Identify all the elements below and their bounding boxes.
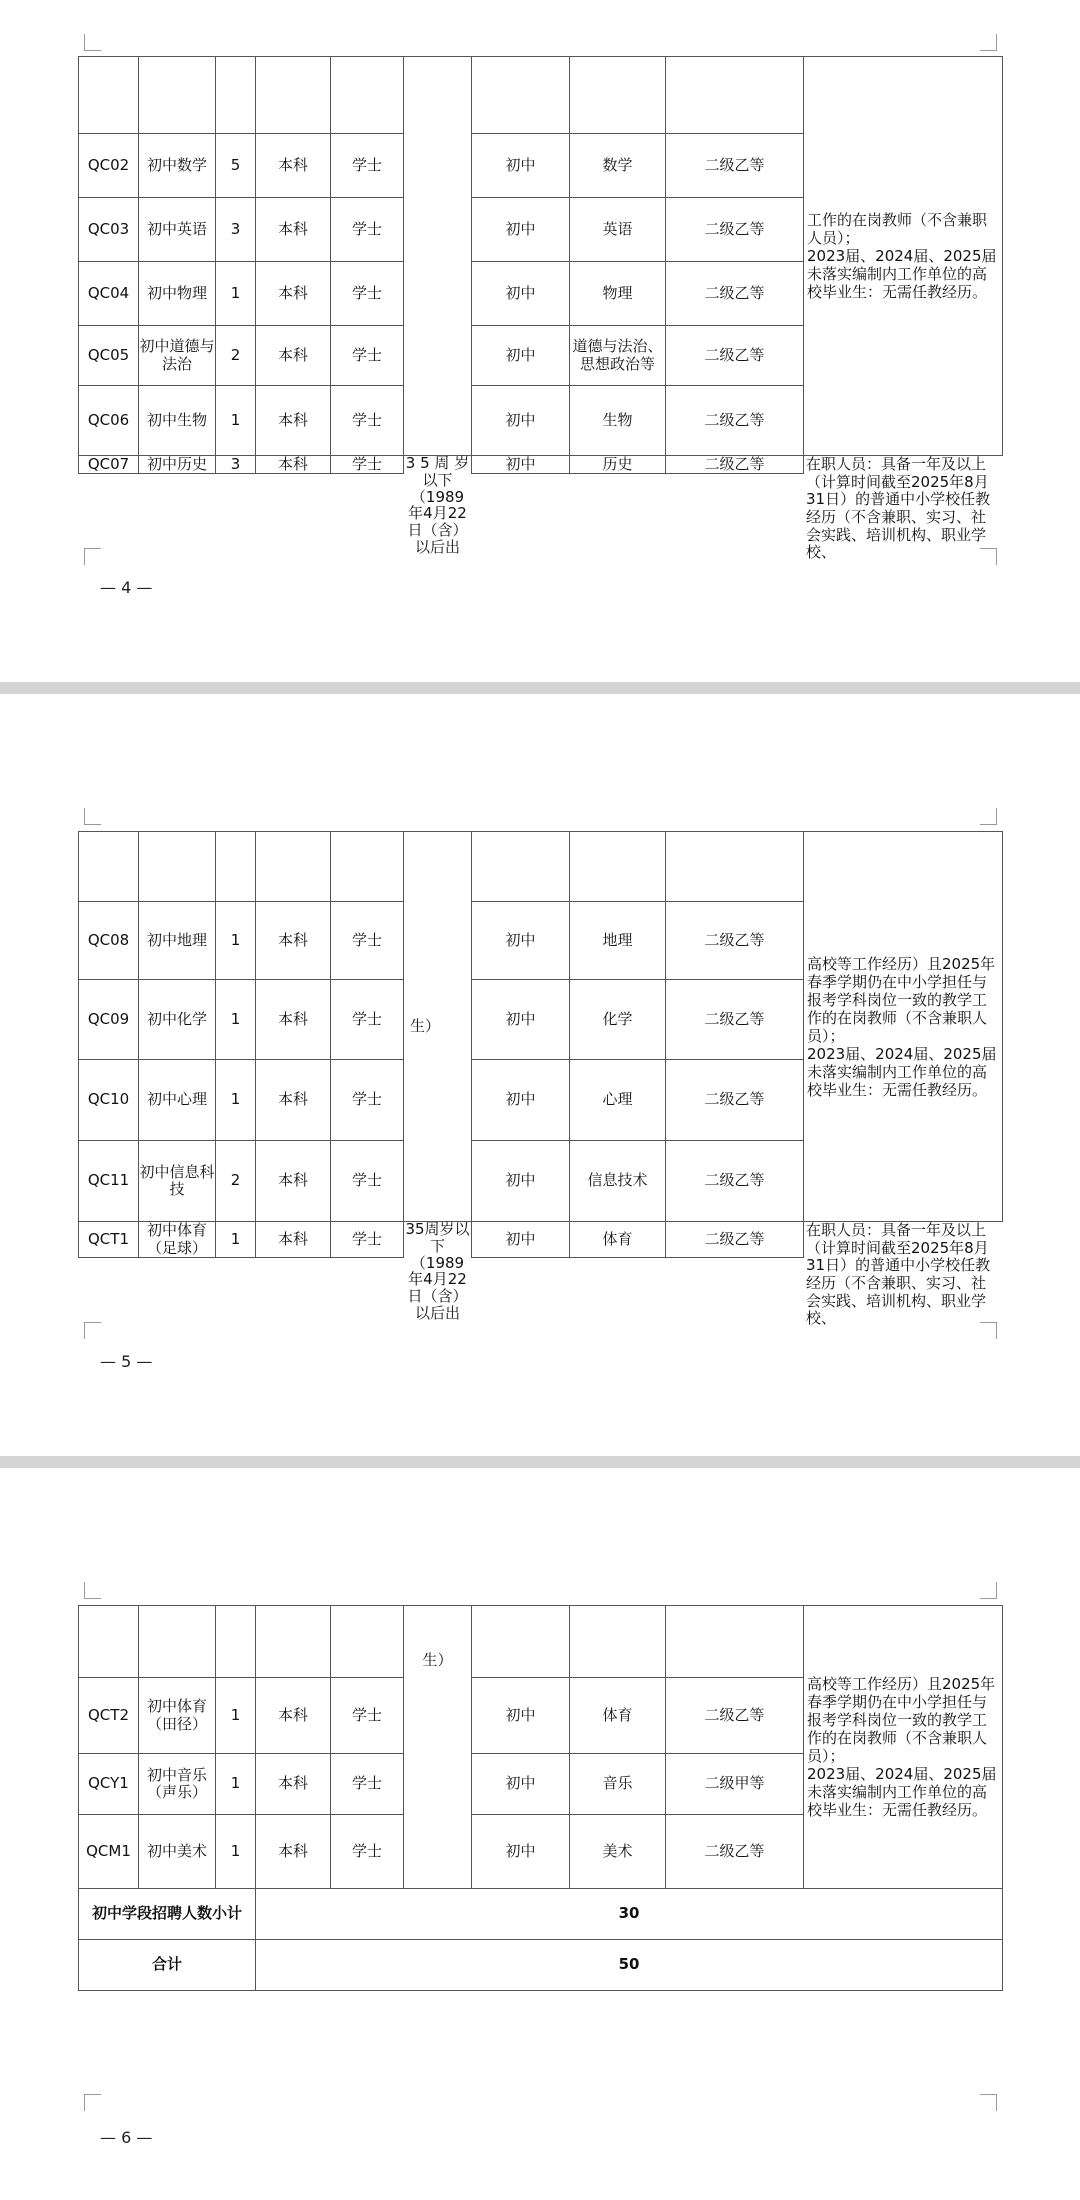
page-separator [0, 682, 1080, 694]
age-continued-text: 生） [410, 1017, 441, 1036]
post-code: QCT1 [79, 1222, 139, 1258]
table-cell [216, 832, 256, 902]
table-cell [256, 1606, 331, 1678]
education: 本科 [256, 1141, 331, 1222]
cert-level: 二级乙等 [666, 980, 804, 1060]
age-requirement-text: 35周岁以下（1989年4月22日（含）以后出 [405, 1220, 470, 1322]
crop-mark [84, 808, 101, 825]
age-cell-merged [404, 57, 472, 456]
post-count: 3 [216, 456, 256, 474]
crop-mark [980, 34, 997, 51]
subject: 道德与法治、思想政治等 [570, 326, 666, 386]
age-cell-merged [404, 832, 472, 1222]
crop-mark [980, 548, 997, 565]
crop-mark [84, 34, 101, 51]
post-name: 初中信息科技 [139, 1141, 216, 1222]
table-cell [570, 1606, 666, 1678]
post-name: 初中数学 [139, 134, 216, 198]
requirement-note-text: 工作的在岗教师（不含兼职人员）； 2023届、2024届、2025届未落实编制内工作单位的高校毕业生：无需任教经历。 [807, 211, 997, 301]
post-count: 1 [216, 1754, 256, 1815]
table-cell [570, 57, 666, 134]
post-name: 初中英语 [139, 198, 216, 262]
stage: 初中 [472, 1141, 570, 1222]
cert-level: 二级乙等 [666, 198, 804, 262]
crop-mark [84, 2094, 101, 2111]
table-cell [139, 1606, 216, 1678]
crop-mark [980, 2094, 997, 2111]
crop-mark [84, 1582, 101, 1599]
stage: 初中 [472, 980, 570, 1060]
post-code: QC02 [79, 134, 139, 198]
education: 本科 [256, 198, 331, 262]
degree: 学士 [331, 1678, 404, 1754]
subject: 数学 [570, 134, 666, 198]
post-code: QC08 [79, 902, 139, 980]
note-overflow-cell [804, 455, 1003, 562]
post-code: QCY1 [79, 1754, 139, 1815]
degree: 学士 [331, 1815, 404, 1889]
table-row-split [79, 456, 1003, 474]
post-name: 初中心理 [139, 1060, 216, 1141]
stage: 初中 [472, 1060, 570, 1141]
table-row-header-blank [79, 1606, 1003, 1678]
table-cell [139, 832, 216, 902]
subject: 地理 [570, 902, 666, 980]
age-overflow-cell [404, 1220, 472, 1322]
post-name: 初中地理 [139, 902, 216, 980]
post-count: 1 [216, 1678, 256, 1754]
table-cell [79, 57, 139, 134]
total-row [79, 1940, 1003, 1991]
page-6 [0, 1468, 1080, 2200]
post-count: 2 [216, 326, 256, 386]
table-cell [472, 57, 570, 134]
requirement-note-text: 高校等工作经历）且2025年春季学期仍在中小学担任与报考学科岗位一致的教学工作的在岗教师（不含兼职人员）； 2023届、2024届、2025届未落实编制内工作单位的高校毕业生：无需任教经历。 [807, 954, 997, 1099]
cert-level: 二级乙等 [666, 1222, 804, 1258]
degree: 学士 [331, 326, 404, 386]
cert-level: 二级乙等 [666, 1141, 804, 1222]
table-cell [570, 832, 666, 902]
degree: 学士 [331, 386, 404, 456]
cert-level: 二级乙等 [666, 262, 804, 326]
degree: 学士 [331, 1141, 404, 1222]
table-cell [256, 57, 331, 134]
crop-mark [84, 1322, 101, 1339]
table-cell [331, 1606, 404, 1678]
requirement-note [804, 57, 1003, 456]
education: 本科 [256, 1754, 331, 1815]
post-name: 初中生物 [139, 386, 216, 456]
post-code: QCT2 [79, 1678, 139, 1754]
table-cell [79, 1606, 139, 1678]
post-count: 1 [216, 902, 256, 980]
post-code: QC05 [79, 326, 139, 386]
degree: 学士 [331, 1222, 404, 1258]
crop-mark [980, 808, 997, 825]
post-code: QC09 [79, 980, 139, 1060]
cert-level: 二级乙等 [666, 1060, 804, 1141]
age-continued-text: 生） [422, 1651, 453, 1669]
degree: 学士 [331, 1754, 404, 1815]
subject: 体育 [570, 1678, 666, 1754]
post-code: QCM1 [79, 1815, 139, 1889]
requirement-note [804, 1606, 1003, 1889]
post-count: 1 [216, 1060, 256, 1141]
subject: 英语 [570, 198, 666, 262]
table-cell [79, 832, 139, 902]
subject: 信息技术 [570, 1141, 666, 1222]
cert-level: 二级乙等 [666, 456, 804, 474]
table-cell [139, 57, 216, 134]
recruitment-table-page-5 [78, 831, 1003, 1328]
subtotal-value: 30 [256, 1889, 1003, 1940]
table-row-header-blank [79, 832, 1003, 902]
requirement-note-text: 高校等工作经历）且2025年春季学期仍在中小学担任与报考学科岗位一致的教学工作的在岗教师（不含兼职人员）； 2023届、2024届、2025届未落实编制内工作单位的高校毕业生：无需任教经历。 [807, 1675, 997, 1819]
post-name: 初中物理 [139, 262, 216, 326]
table-cell [666, 1606, 804, 1678]
requirement-note-text: 在职人员：具备一年及以上（计算时间截至2025年8月31日）的普通中小学校任教经历（不含兼职、实习、社会实践、培训机构、职业学校、 [806, 1221, 991, 1328]
table-cell [216, 57, 256, 134]
post-code: QC10 [79, 1060, 139, 1141]
education: 本科 [256, 326, 331, 386]
total-value: 50 [256, 1940, 1003, 1991]
subject: 历史 [570, 456, 666, 474]
degree: 学士 [331, 198, 404, 262]
table-cell [331, 832, 404, 902]
education: 本科 [256, 1222, 331, 1258]
stage: 初中 [472, 1222, 570, 1258]
stage: 初中 [472, 134, 570, 198]
post-count: 1 [216, 386, 256, 456]
stage: 初中 [472, 1678, 570, 1754]
subject: 音乐 [570, 1754, 666, 1815]
education: 本科 [256, 262, 331, 326]
subtotal-row [79, 1889, 1003, 1940]
age-cell-merged [404, 1606, 472, 1889]
subject: 生物 [570, 386, 666, 456]
table-cell [666, 832, 804, 902]
post-count: 2 [216, 1141, 256, 1222]
page-separator [0, 1456, 1080, 1468]
stage: 初中 [472, 262, 570, 326]
degree: 学士 [331, 1060, 404, 1141]
education: 本科 [256, 902, 331, 980]
cert-level: 二级乙等 [666, 902, 804, 980]
post-code: QC04 [79, 262, 139, 326]
education: 本科 [256, 1815, 331, 1889]
stage: 初中 [472, 386, 570, 456]
total-label: 合计 [79, 1940, 256, 1991]
table-cell [666, 57, 804, 134]
post-code: QC06 [79, 386, 139, 456]
degree: 学士 [331, 456, 404, 474]
stage: 初中 [472, 902, 570, 980]
subject: 化学 [570, 980, 666, 1060]
age-requirement-text: 3 5 周 岁以下（1989年4月22日（含）以后出 [405, 454, 470, 556]
post-name: 初中美术 [139, 1815, 216, 1889]
cert-level: 二级乙等 [666, 1678, 804, 1754]
note-overflow-cell [804, 1221, 1003, 1328]
post-code: QC11 [79, 1141, 139, 1222]
education: 本科 [256, 386, 331, 456]
post-name: 初中化学 [139, 980, 216, 1060]
crop-mark [84, 548, 101, 565]
requirement-note [804, 832, 1003, 1222]
post-count: 1 [216, 262, 256, 326]
education: 本科 [256, 1678, 331, 1754]
education: 本科 [256, 1060, 331, 1141]
post-count: 3 [216, 198, 256, 262]
post-name: 初中体育（足球） [139, 1222, 216, 1258]
crop-mark [980, 1322, 997, 1339]
table-cell [216, 1606, 256, 1678]
table-row-split [79, 1222, 1003, 1258]
post-count: 1 [216, 1815, 256, 1889]
recruitment-table-page-4 [78, 56, 1003, 562]
table-cell [472, 832, 570, 902]
page-5 [0, 694, 1080, 1454]
page-number: — 6 — [100, 2128, 153, 2147]
post-count: 5 [216, 134, 256, 198]
stage: 初中 [472, 1754, 570, 1815]
crop-mark [980, 1582, 997, 1599]
degree: 学士 [331, 134, 404, 198]
post-count: 1 [216, 980, 256, 1060]
table-row-header-blank [79, 57, 1003, 134]
stage: 初中 [472, 326, 570, 386]
post-name: 初中音乐（声乐） [139, 1754, 216, 1815]
education: 本科 [256, 456, 331, 474]
degree: 学士 [331, 262, 404, 326]
table-cell [472, 1606, 570, 1678]
education: 本科 [256, 134, 331, 198]
post-code: QC07 [79, 456, 139, 474]
post-name: 初中体育（田径） [139, 1678, 216, 1754]
subtotal-label: 初中学段招聘人数小计 [79, 1889, 256, 1940]
cert-level: 二级乙等 [666, 386, 804, 456]
page-4 [0, 0, 1080, 680]
stage: 初中 [472, 198, 570, 262]
table-cell [331, 57, 404, 134]
subject: 体育 [570, 1222, 666, 1258]
post-name: 初中道德与法治 [139, 326, 216, 386]
subject: 心理 [570, 1060, 666, 1141]
post-name: 初中历史 [139, 456, 216, 474]
stage: 初中 [472, 1815, 570, 1889]
degree: 学士 [331, 980, 404, 1060]
education: 本科 [256, 980, 331, 1060]
stage: 初中 [472, 456, 570, 474]
requirement-note-text: 在职人员：具备一年及以上（计算时间截至2025年8月31日）的普通中小学校任教经历（不含兼职、实习、社会实践、培训机构、职业学校、 [806, 455, 991, 562]
table-cell [256, 832, 331, 902]
post-count: 1 [216, 1222, 256, 1258]
degree: 学士 [331, 902, 404, 980]
cert-level: 二级甲等 [666, 1754, 804, 1815]
page-number: — 5 — [100, 1352, 153, 1371]
subject: 物理 [570, 262, 666, 326]
post-code: QC03 [79, 198, 139, 262]
recruitment-table-page-6 [78, 1605, 1003, 1991]
page-number: — 4 — [100, 578, 153, 597]
cert-level: 二级乙等 [666, 326, 804, 386]
cert-level: 二级乙等 [666, 134, 804, 198]
subject: 美术 [570, 1815, 666, 1889]
age-overflow-cell [404, 454, 472, 556]
cert-level: 二级乙等 [666, 1815, 804, 1889]
